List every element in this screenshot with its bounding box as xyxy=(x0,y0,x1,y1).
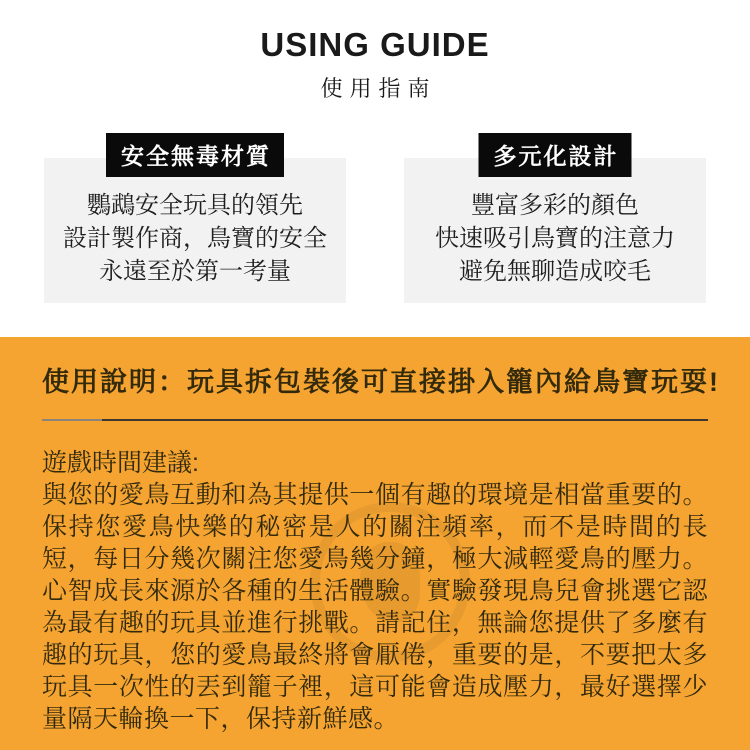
feature-text-line: 快速吸引鳥寶的注意力 xyxy=(435,225,675,252)
playtime-tips-body: 與您的愛鳥互動和為其提供一個有趣的環境是相當重要的。保持您愛鳥快樂的秘密是人的關注頻率，而不是時間的長短，每日分幾次關注您愛鳥幾分鐘，極大減輕愛鳥的壓力。心智成長來源於各種的生活體驗。實驗發現鳥兒會挑選它認為最有趣的玩具並進行挑戰。請記住，無論您提供了多麼有趣的玩具，您的愛鳥最終將會厭倦，重要的是，不要把太多玩具一次性的丟到籠子裡，這可能會造成壓力，最好選擇少量隔天輪換一下，保持新鮮感。 xyxy=(42,481,708,733)
page-subtitle: 使用指南 xyxy=(320,76,437,101)
usage-headline: 使用說明：玩具拆包裝後可直接掛入籠內給鳥寶玩耍! xyxy=(42,367,720,397)
feature-label-safe-material: 安全無毒材質 xyxy=(106,133,284,177)
feature-text-line: 豐富多彩的顏色 xyxy=(471,192,639,219)
feature-card-safe-material xyxy=(44,143,346,303)
feature-label-diverse-design: 多元化設計 xyxy=(479,133,632,177)
feature-card-diverse-design xyxy=(404,143,706,303)
features-row xyxy=(0,143,750,303)
feature-text-line: 鸚鵡安全玩具的領先 xyxy=(87,192,303,219)
feature-text-line: 避免無聊造成咬毛 xyxy=(459,258,651,285)
feature-text-line: 永遠至於第一考量 xyxy=(99,258,291,285)
usage-section xyxy=(0,337,750,750)
feature-text-line: 設計製作商，鳥寶的安全 xyxy=(63,225,327,252)
page-title: USING GUIDE xyxy=(260,26,490,63)
playtime-tips-title: 遊戲時間建議: xyxy=(42,449,199,477)
divider-line xyxy=(42,419,708,421)
